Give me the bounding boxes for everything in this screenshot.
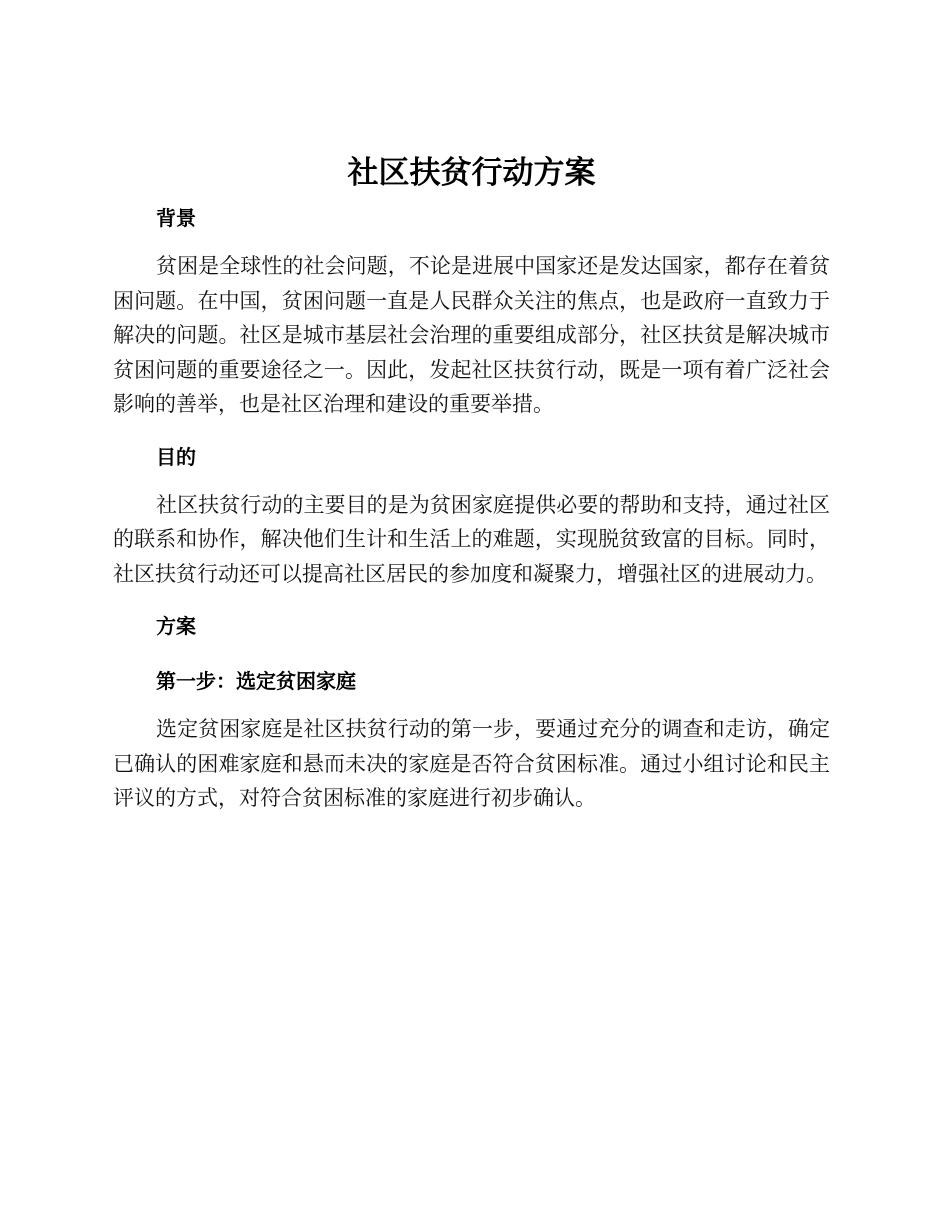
section-heading-purpose: 目的 [156, 444, 196, 469]
paragraph-purpose: 社区扶贫行动的主要目的是为贫困家庭提供必要的帮助和支持，通过社区的联系和协作，解决他们生计和生活上的难题，实现脱贫致富的目标。同时，社区扶贫行动还可以提高社区居民的参加度和凝聚力，增强社区的进展动力。 [113, 492, 830, 586]
section-heading-background: 背景 [156, 206, 196, 230]
subheading-step-one: 第一步：选定贫困家庭 [156, 669, 356, 693]
document-body [113, 150, 830, 816]
paragraph-step-one: 选定贫困家庭是社区扶贫行动的第一步，要通过充分的调查和走访，确定已确认的困难家庭和悬而未决的家庭是否符合贫困标准。通过小组讨论和民主评议的方式，对符合贫困标准的家庭进行初步确认。 [113, 717, 830, 810]
document-title: 社区扶贫行动方案 [347, 155, 596, 191]
paragraph-background: 贫困是全球性的社会问题，不论是进展中国家还是发达国家，都存在着贫困问题。在中国，贫困问题一直是人民群众关注的焦点，也是政府一直致力于解决的问题。社区是城市基层社会治理的重要组成部分，社区扶贫是解决城市贫困问题的重要途径之一。因此，发起社区扶贫行动，既是一项有着广泛社会影响的善举，也是社区治理和建设的重要举措。 [113, 254, 830, 416]
section-heading-plan: 方案 [156, 614, 196, 638]
